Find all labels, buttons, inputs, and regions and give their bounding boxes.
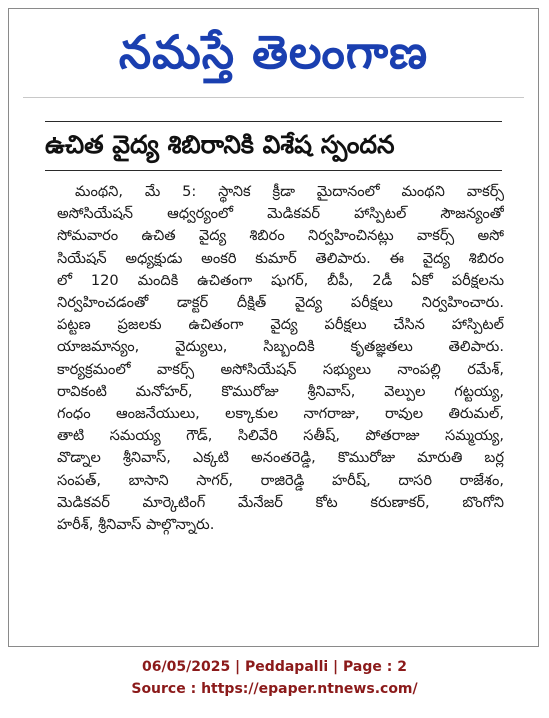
clipping-frame (8, 8, 539, 647)
article-line: సంపత్, బాసాని సాగర్, రాజిరెడ్డి హరీష్, దాసరి రాజేశం, (57, 471, 504, 489)
article-line: కార్యక్రమంలో వాకర్స్ అసోసియేషన్ సభ్యులు నాంపల్లి రమేశ్, (57, 360, 504, 378)
article-line: గంధం ఆంజనేయులు, లక్కాకుల నాగరాజు, రావుల తిరుమల్, (57, 405, 504, 423)
article-line: రావికంటి మనోహర్, కొమురోజు శ్రీనివాస్, వెల్పుల గట్టయ్య, (57, 382, 504, 400)
edition-meta: 06/05/2025 | Peddapalli | Page : 2 (142, 659, 407, 675)
article-line: మెడికవర్ మార్కెటింగ్ మేనేజర్ కోట కరుణాకర్, బొంగోని (57, 493, 504, 511)
masthead-divider (23, 97, 524, 98)
headline-box (45, 121, 502, 171)
article-line: లో 120 మందికి ఉచితంగా షుగర్, బీపీ, 2డీ ఏకో పరీక్షలను (57, 271, 504, 289)
article-line: వొడ్నాల శ్రీనివాస్, ఎక్కటి అనంతరెడ్డి, కొమురోజు మారుతి బర్ల (57, 449, 504, 467)
article-line: యాజమాన్యం, వైద్యులు, సిబ్బందికి కృతజ్ఞతలు తెలిపారు. (57, 338, 504, 356)
article-line: సోమవారం ఉచిత వైద్య శిబిరం నిర్వహించినట్లు వాకర్స్ అసో (57, 227, 504, 245)
source-link[interactable]: Source : https://epaper.ntnews.com/ (131, 681, 418, 697)
article-line: నిర్వహించడంతో డాక్టర్ దీక్షిత్ వైద్య పరీక్షలు నిర్వహించారు. (57, 294, 504, 312)
article-line: మంథని, మే 5: స్థానిక క్రీడా మైదానంలో మంథని వాకర్స్ (75, 183, 504, 200)
article-line: సియేషన్ అధ్యక్షుడు అంకరి కుమార్ తెలిపారు. ఈ వైద్య శిబిరం (57, 249, 504, 267)
newspaper-masthead (9, 11, 538, 93)
article-line: తాటి సమయ్య గౌడ్, సిలివేరి సతీష్, పోతరాజు సమ్మయ్య, (57, 427, 504, 445)
article-body (57, 181, 504, 536)
article-line: హరీశ్, శ్రీనివాస్ పాల్గొన్నారు. (57, 516, 215, 534)
article-line: పట్టణ ప్రజలకు ఉచితంగా వైద్య పరీక్షలు చేసిన హాస్పిటల్ (57, 316, 504, 334)
article-line: అసోసియేషన్ ఆధ్వర్యంలో మెడికవర్ హాస్పిటల్ సౌజన్యంతో (57, 205, 504, 223)
clipping-footer (0, 656, 549, 700)
article-headline: ఉచిత వైద్య శిబిరానికి విశేష స్పందన (45, 130, 395, 159)
masthead-title: నమస్తే తెలంగాణ (118, 25, 429, 79)
